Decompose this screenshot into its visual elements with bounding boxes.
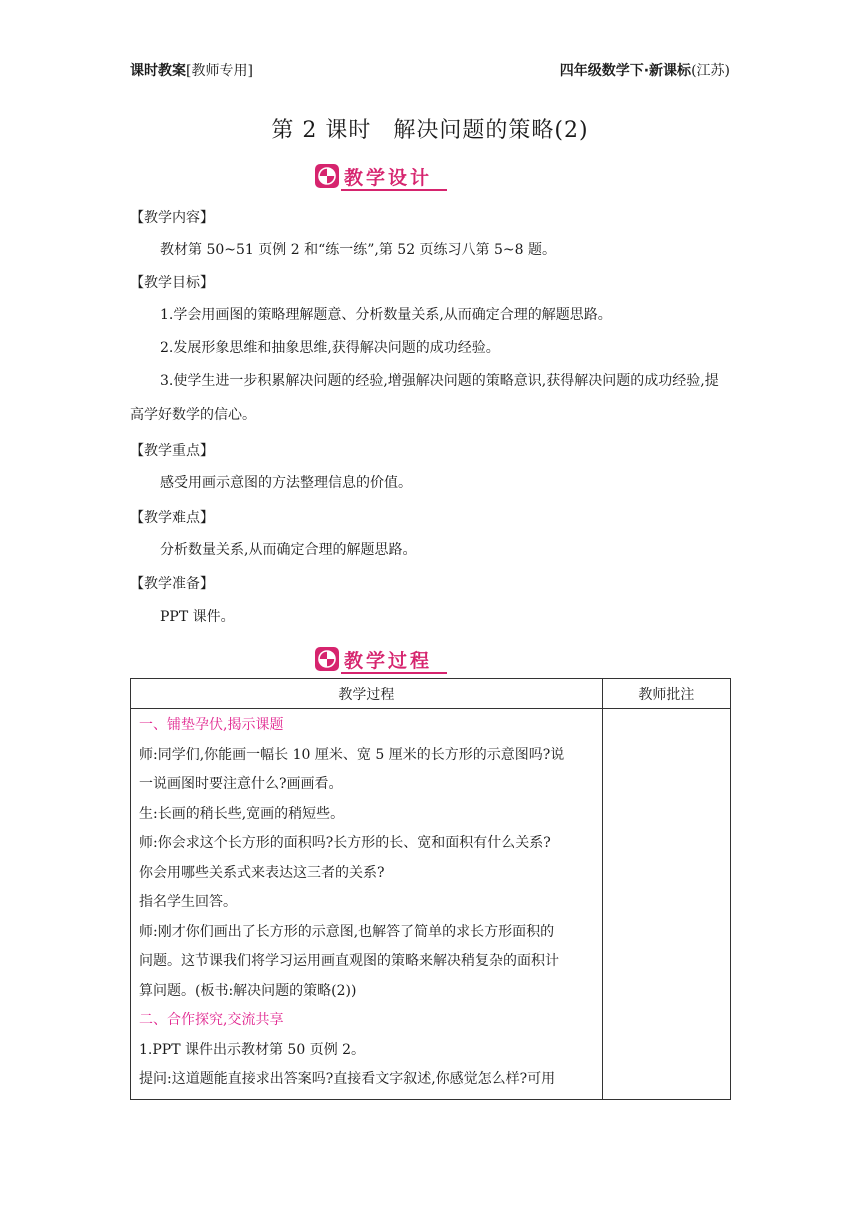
goal-2: 2.发展形象思维和抽象思维,获得解决问题的成功经验。 [160,340,500,356]
content-heading: 【教学内容】 [130,210,214,226]
header-left-sub: [教师专用] [186,63,253,79]
process-line: 问题。这节课我们将学习运用画直观图的策略来解决稍复杂的面积计 [139,953,559,969]
process-line: 1.PPT 课件出示教材第 50 页例 2。 [139,1041,366,1058]
process-line: 师:你会求这个长方形的面积吗?长方形的长、宽和面积有什么关系? [139,835,551,851]
header-left-title: 课时教案 [130,63,186,79]
preparation-text: PPT 课件。 [160,609,235,625]
banner-teaching-design [315,162,447,192]
process-line: 师:同学们,你能画一幅长 10 厘米、宽 5 厘米的长方形的示意图吗?说 [139,746,565,763]
col-header-notes: 教师批注 [602,679,730,709]
stage-heading-1: 一、铺垫孕伏,揭示课题 [139,717,284,733]
process-line: 你会用哪些关系式来表达这三者的关系? [139,864,385,881]
header-right-sub: (江苏) [691,63,730,79]
process-line: 提问:这道题能直接求出答案吗?直接看文字叙述,你感觉怎么样?可用 [139,1071,556,1087]
stage-heading-2: 二、合作探究,交流共享 [139,1012,284,1028]
lesson-topic: 解决问题的策略(2) [393,118,589,143]
table-row [131,709,731,1100]
banner-process-label: 教学过程 [344,650,433,672]
goals-heading: 【教学目标】 [130,275,214,291]
content-text: 教材第 50~51 页例 2 和“练一练”,第 52 页练习八第 5~8 题。 [160,242,556,258]
swirl-logo-icon [315,647,339,671]
process-cell [131,709,603,1100]
process-line: 师:刚才你们画出了长方形的示意图,也解答了简单的求长方形面积的 [139,923,555,940]
banner-underline [341,189,447,191]
goal-1: 1.学会用画图的策略理解题意、分析数量关系,从而确定合理的解题思路。 [160,307,612,323]
key-points-text: 感受用画示意图的方法整理信息的价值。 [160,475,412,491]
difficulty-heading: 【教学难点】 [130,510,214,526]
goal-3: 3.使学生进一步积累解决问题的经验,增强解决问题的策略意识,获得解决问题的成功经验,提高学好数学的信心。 [130,373,719,423]
banner-teaching-process [315,645,447,675]
swirl-logo-icon [315,164,339,188]
process-line: 算问题。(板书:解决问题的策略(2)) [139,982,357,999]
table-header-row [131,679,731,709]
banner-underline [341,672,447,674]
preparation-heading: 【教学准备】 [130,576,214,592]
key-points-heading: 【教学重点】 [130,443,214,459]
lesson-title [0,113,860,144]
header-left [130,60,253,80]
teaching-process-table [130,678,731,1100]
process-line: 生:长画的稍长些,宽画的稍短些。 [139,805,345,822]
header-right [560,60,730,80]
notes-cell[interactable] [602,709,730,1100]
process-line: 指名学生回答。 [139,894,237,910]
header-right-title: 四年级数学下·新课标 [559,63,692,79]
banner-design-label: 教学设计 [344,167,433,189]
lesson-number: 第 2 课时 [271,118,372,143]
difficulty-text: 分析数量关系,从而确定合理的解题思路。 [160,542,417,558]
process-line: 一说画图时要注意什么?画画看。 [139,776,343,792]
col-header-process: 教学过程 [131,679,603,709]
